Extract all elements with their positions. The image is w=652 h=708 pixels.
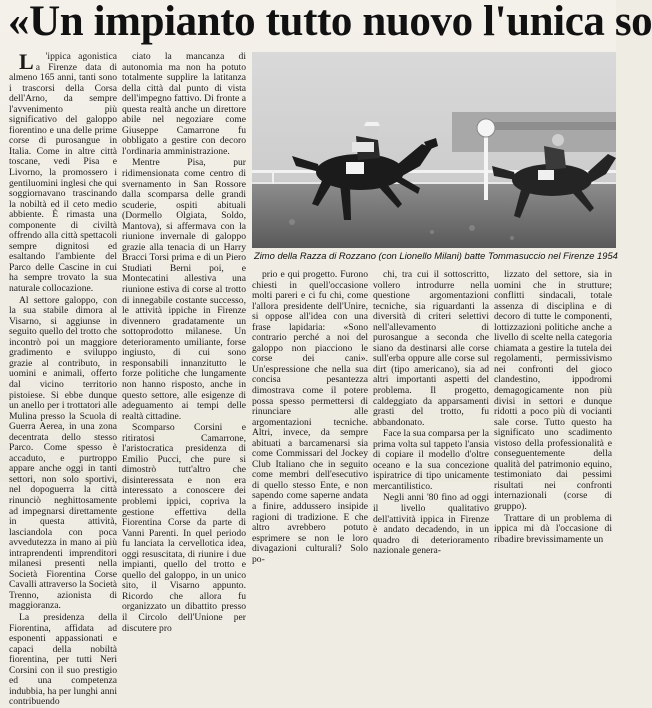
paragraph: Scomparso Corsini e ritiratosi Camarrone, l'aristocratica presidenza di Emilio Pucci, che pure si dimostrò tutt'altro che disinteressata e non era interessato a conoscere dei problemi ippici, copriva la gestione effettiva della Fiorentina Corse da parte di Vanni Parenti. In quel periodo fu lanciata la cervellotica idea, oggi resuscitata, di riunire i due impianti, quello del trotto e quello del galoppo, in un unico sito, il Visarno appunto. Ricordo che allora fu organizzato un dibattito presso il Circolo dell'Unione per discutere pro (122, 422, 246, 634)
photo-caption: Zimo della Razza di Rozzano (con Lionello Milani) batte Tommasuccio nel Firenze 1954 (254, 250, 618, 261)
paragraph: Mentre Pisa, pur ridimensionata come centro di svernamento in San Rossore dalla scomparsa delle grandi scuderie, ospiti abituali (Dormello Olgiata, Soldo, Mantova), si affermava con la riunione invernale di galoppo grazie alla tenacia di un Harry Bracci Torsi prima e di un Piero Studiati Berni poi, e Montecatini allestiva una riunione estiva di corse al trotto di innegabile costante successo, le attività ippiche in Firenze divennero gradatamente un sottoprodotto milanese. Un deterioramento umiliante, forse ingiusto, di cui sono responsabili innanzitutto le forze politiche che lungamente non hanno risposto, anche in questo settore, alle esigenze di adeguamento ai tempi delle realtà cittadine. (122, 157, 246, 422)
paragraph: ciato la mancanza di autonomia ma non ha potuto totalmente supplire la latitanza della città dal punto di vista dell'impegno fattivo. Di fronte a questa realtà anche un direttore abile nel negoziare come Giuseppe Camarrone fu obbligato a gestire con decoro l'ordinaria amministrazione. (122, 51, 246, 157)
drop-cap: L (19, 49, 34, 74)
paragraph (9, 49, 117, 295)
paragraph: Al settore galoppo, con la sua stabile dimora al Visarno, si aggiunse in seguito quello del trotto che incontrò poi un maggiore gradimento e sviluppo grazie al contributo, in uomini e animali, offerto dal vicino territorio pistoiese. Si ebbe dunque un anello per i trottatori alle Mulina presso la Scuola di Guerra Aerea, in una zona decentrata dello stesso Parco. Come spesso è accaduto, e purtroppo appare anche oggi in tanti settori, non solo sportivi, nel dopoguerra la città rinunciò neghittosamente ad impegnarsi direttamente in questa attività, lasciandola con poca avvedutezza in mano ai più intraprendenti imprenditori milanesi presenti nella Società Fiorentina Corse Cavalli attraverso la Società Trenno, azionista di maggioranza. (9, 294, 117, 612)
paragraph: Face la sua comparsa per la prima volta sul tappeto l'ansia di copiare il modello d'oltre oceano e la sua concezione ispiratrice di tipo unicamente mercantilistico. (373, 428, 489, 492)
article-column-3 (252, 269, 368, 565)
article-headline: «Un impianto tutto nuovo l'unica so (8, 0, 652, 45)
article-column-1 (9, 49, 117, 708)
article-column-2 (122, 51, 246, 634)
paragraph: Trattare di un problema di ippica mi dà l'occasione di ribadire brevissimamente un (494, 512, 612, 545)
paragraph: chi, tra cui il sottoscritto, vollero introdurre nella questione argomentazioni tecniche, sia riguardanti la diversità di criteri selettivi nell'allevamento di purosangue a seconda che siano da destinarsi alle corse sull'erba oppure alle corse sul dirt (tipo americano), sia ad altri importanti aspetti del problema. Il progetto, caldeggiato da apparsamenti grasti del trotto, fu abbandonato. (373, 269, 489, 428)
paragraph-text: 'ippica agonistica a Firenze data di almeno 165 anni, tanti sono i trascorsi della Corsa dell'Arno, da sempre l'avvenimento più significativo del galoppo fiorentino e una delle prime corse di purosangue in Italia. Come in altre città toscane, vedi Pisa e Livorno, la promossero i gentiluomini inglesi che qui soggiornavano trascinando la nobiltà ed il ceto medio abbiente. È rimasta una componente di civiltà offrendo alla città spettacoli sempre dignitosi ed esaltando l'ambiente del Parco delle Cascine in cui ha sempre trovato la sua naturale collocazione. (9, 51, 117, 295)
paragraph: lizzato del settore, sia in uomini che in strutture; conflitti sindacali, totale assenza di disciplina e di decoro di tutte le componenti, lottizzazioni politiche anche a livello di scelte nella categoria chiamata a gestire la tutela dei regolamenti, permissivismo nei confronti del gioco clandestino, ippodromi demagogicamente non più divisi in settori e dunque ridotti a poco più di vocianti sale corse. Tutto questo ha significato uno scadimento vistoso della professionalità e conseguentemente della qualità del patrimonio equino, testimoniato dai pessimi risultati nei confronti internazionali (corse di gruppo). (494, 269, 612, 513)
article-column-4 (373, 269, 489, 557)
paragraph: prio e qui progetto. Furono chiesti in quell'occasione molti pareri e ci fu chi, come l'allora presidente dell'Unire, si oppose all'idea con una frase lapidaria: «Sono contrario perché a noi del galoppo non piacciono le corse dei cani». Un'espressione che nella sua concisa pesantezza dimostrava come il potere possa spesso permettersi di rinunciare alle argomentazioni tecniche. Altri, invece, da sempre abituati a barcamenarsi sia come Commissari del Jockey Club Italiano che in seguito come membri dell'esecutivo di quello stesso Ente, e non sapendo come saperne andata a finire, addussero insipide ragioni di tradizione. E che altro avrebbero potuto esprimere se non le loro divagazioni culturali? Solo po- (252, 269, 368, 565)
article-column-5 (494, 269, 612, 545)
paragraph: La presidenza della Fiorentina, affidata ad esponenti appassionati e capaci della nobiltà fiorentina, per tutti Neri Corsini con il suo prestigio ed una competenza indubbia, ha per lunghi anni contribuendo (9, 611, 117, 708)
race-photo (252, 52, 616, 248)
paragraph: Negli anni '80 fino ad oggi il livello qualitativo dell'attività ippica in Firenze è andato decadendo, in un quadro di deterioramento nazionale genera- (373, 492, 489, 557)
